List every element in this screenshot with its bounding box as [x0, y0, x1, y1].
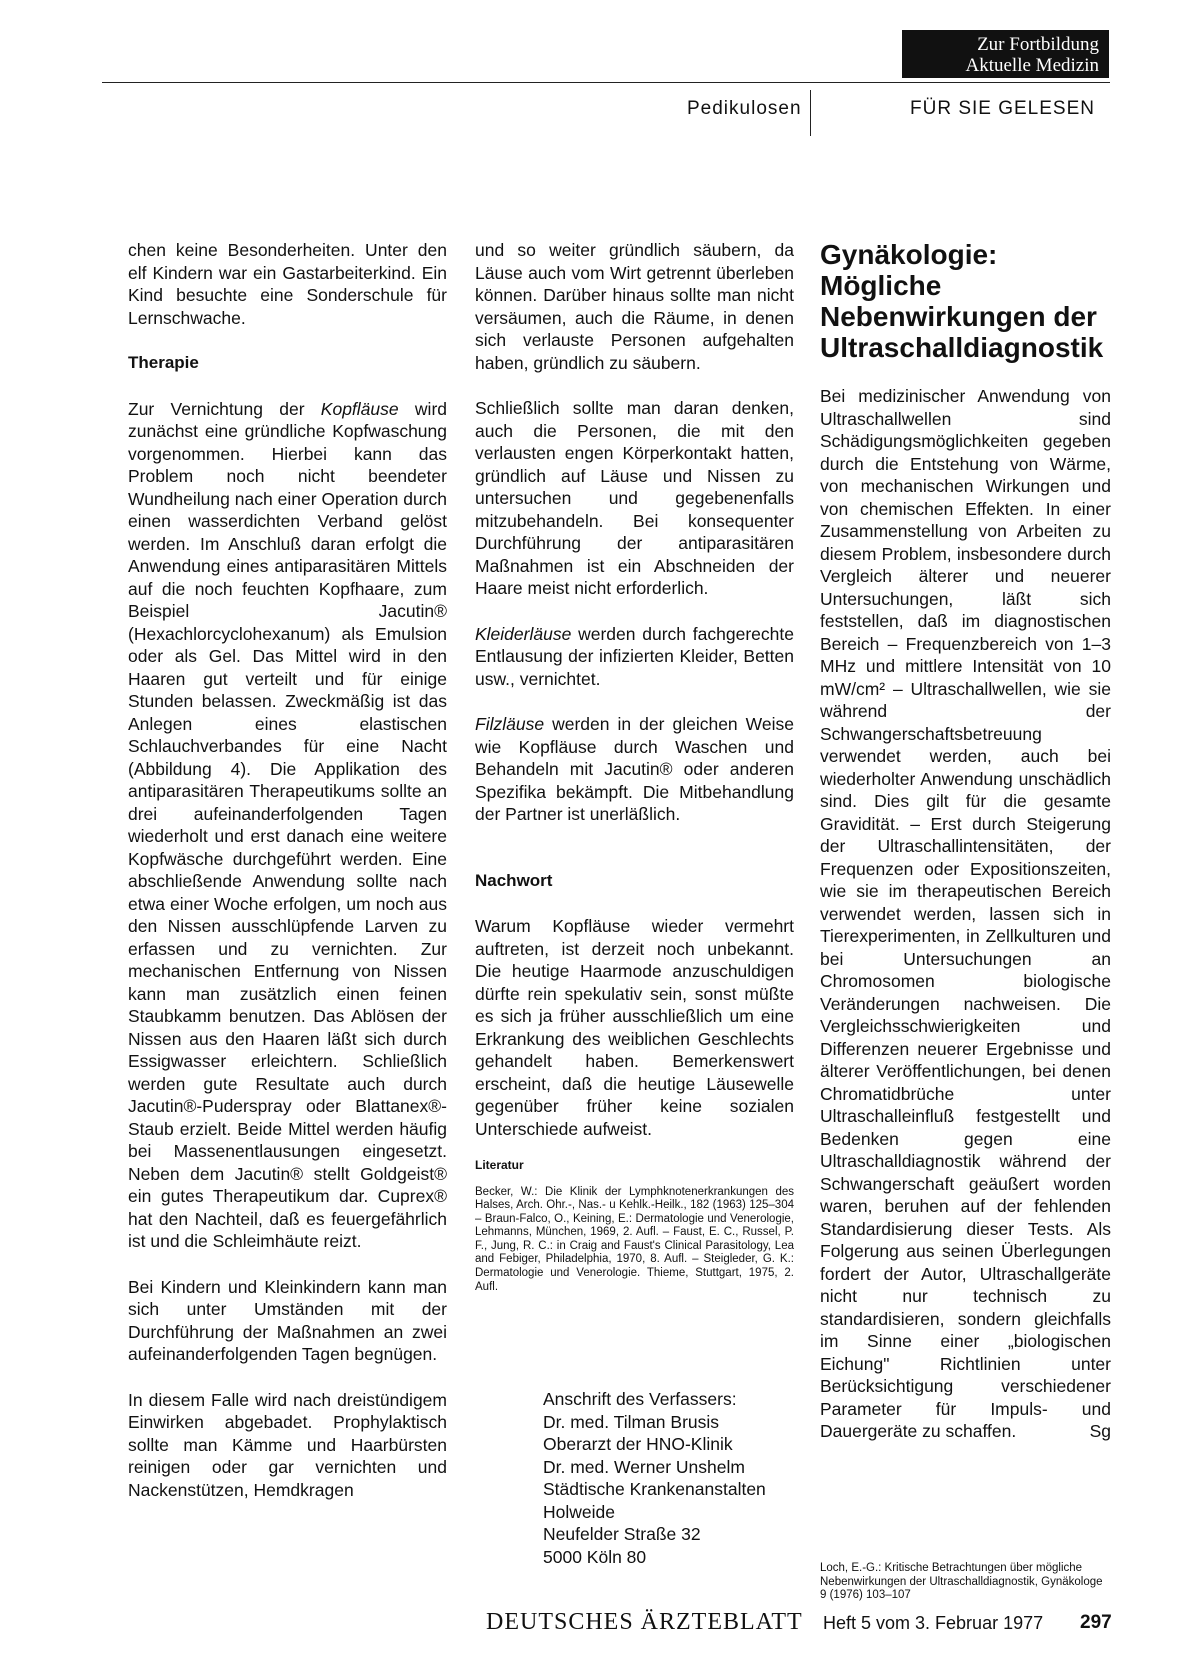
- badge-line-1: Zur Fortbildung: [977, 34, 1099, 55]
- title-line: Mögliche: [820, 270, 942, 301]
- header-divider: [810, 90, 811, 136]
- author-signature: Sg: [1089, 1421, 1111, 1441]
- footer-issue: Heft 5 vom 3. Februar 1977: [823, 1613, 1044, 1633]
- page-number: 297: [1080, 1612, 1112, 1633]
- running-head-section: FÜR SIE GELESEN: [910, 98, 1095, 119]
- paragraph: [128, 398, 447, 1253]
- article-title: [820, 239, 1111, 363]
- paragraph: Bei Kindern und Kleinkindern kann man sich unter Umständen mit der Durchführung der Maßnahmen an zwei aufeinanderfolgenden Tagen begnügen.: [128, 1276, 447, 1364]
- text-run: Bei medizinischer Anwendung von Ultraschallwellen sind Schädigungsmöglichkeiten gegeben durch die Entstehung von Wärme, von mechanischen Wirkungen und von chemischen Effekten. In einer Zusammenstellung von Arbeiten zu diesem Problem, insbesondere durch Vergleich älterer und neuerer Untersuchungen, läßt sich feststellen, daß im diagnostischen Bereich – Frequenzbereich von 1–3 MHz und mittlere Intensität von 10 mW/cm² – Ultraschallwellen, wie sie während der Schwangerschaftsbetreuung verwendet werden, auch bei wiederholter Anwendung unschädlich sind. Dies gilt für die gesamte Gravidität. – Erst durch Steigerung der Ultraschallintensitäten, der Frequenzen oder Expositionszeiten, wie sie im therapeutischen Bereich verwendet werden, lassen sich in Tierexperimenten, in Zellkulturen und bei Untersuchungen an Chromosomen biologische Veränderungen nachweisen. Die Vergleichsschwierigkeiten und Differenzen neuerer Ergebnisse und älterer Veröffentlichungen, bei denen Chromatidbrüche unter Ultraschalleinfluß festgestellt und Bedenken gegen eine Ultraschalldiagnostik während der Schwangerschaft geäußert worden waren, beruhen auf der fehlenden Standardisierung dieser Tests. Als Folgerung aus seinen Überlegungen fordert der Autor, Ultraschallgeräte nicht nur technisch zu standardisieren, sondern gleichfalls im Sinne einer „biologischen Eichung" Richtlinien unter Berücksichtigung verschiedener Parameter für Impuls- und Dauergeräte zu schaffen.: [820, 386, 1111, 1441]
- emphasis: Filzläuse: [475, 714, 545, 734]
- running-head-topic: Pedikulosen: [687, 98, 802, 119]
- literature-list: Becker, W.: Die Klinik der Lymphknotenerkrankungen des Halses, Arch. Ohr.-, Nas.- u Kehlk.-Heilk., 182 (1963) 125–304 – Braun-Falco, O., Keining, E.: Dermatologie und Venerologie, Lehmanns, München, 1969, 2. Aufl. – Faust, E. C., Russel, P. F., Jung, R. C.: in Craig and Faust's Clinical Parasitology, Lea and Febiger, Philadelphia, 1970, 8. Aufl. – Steigleder, G. K.: Dermatologie und Venerologie. Thieme, Stuttgart, 1975, 2. Aufl.: [475, 1185, 794, 1293]
- address-line: 5000 Köln 80: [543, 1546, 647, 1567]
- text-run: Zur Vernichtung der: [128, 398, 321, 419]
- column-3: [820, 239, 1111, 1466]
- paragraph: Warum Kopfläuse wieder vermehrt auftreten, ist derzeit noch unbekannt. Die heutige Haarmode anzuschuldigen dürfte rein spekulativ sein, sonst müßte es sich ja früher ausschließlich um eine Erkrankung des weiblichen Geschlechts gehandelt haben. Bemerkenswert erscheint, daß die heutige Läusewelle gegenüber früher keine sozialen Unterschiede aufweist.: [475, 916, 794, 1139]
- paragraph: und so weiter gründlich säubern, da Läuse auch vom Wirt getrennt überleben können. Darüber hinaus sollte man nicht versäumen, auch die Räume, in denen sich verlauste Personen aufgehalten haben, gründlich zu säubern.: [475, 240, 794, 373]
- address-line: Holweide: [543, 1501, 615, 1522]
- title-line: Ultraschalldiagnostik: [820, 332, 1104, 363]
- column-1: [128, 239, 447, 1524]
- text-run: wird zunächst eine gründliche Kopfwaschung vorgenommen. Hierbei kann das Problem noch nicht beendeter Wundheilung nach einer Operation durch einen wasserdichten Verband gelöst werden. Im Anschluß daran erfolgt die Anwendung eines antiparasitären Mittels auf die noch feuchten Kopfhaare, zum Beispiel Jacutin® (Hexachlorcyclohexanum) als Emulsion oder als Gel. Das Mittel wird in den Haaren gut verteilt und für einige Stunden belassen. Zweckmäßig ist das Anlegen eines elastischen Schlauchverbandes für eine Nacht (Abbildung 4). Die Applikation des antiparasitären Therapeutikums sollte an drei aufeinanderfolgenden Tagen wiederholt und erst danach eine weitere Kopfwäsche durchgeführt werden. Eine abschließende Anwendung sollte nach etwa einer Woche erfolgen, um noch aus den Nissen ausschlüpfende Larven zu erfassen und zu vernichten. Zur mechanischen Entfernung von Nissen kann man zusätzlich einen feinen Staubkamm benutzen. Das Ablösen der Nissen aus den Haaren läßt sich durch Essigwasser erleichtern. Schließlich werden gute Resultate auch durch Jacutin®-Puderspray oder Blattanex®-Staub erzielt. Beide Mittel werden häufig bei Massenentlausungen eingesetzt. Neben dem Jacutin® stellt Goldgeist® ein gutes Therapeutikum dar. Cuprex® hat den Nachteil, daß es feuergefährlich ist und die Schleimhäute reizt.: [128, 398, 447, 1251]
- address-line: Oberarzt der HNO-Klinik: [543, 1434, 733, 1454]
- address-line: Neufelder Straße 32: [543, 1524, 701, 1544]
- article-reference: Loch, E.-G.: Kritische Betrachtungen über mögliche Nebenwirkungen der Ultraschalldiagnostik, Gynäkologe 9 (1976) 103–107: [820, 1562, 1103, 1602]
- paragraph: Schließlich sollte man daran denken, auch die Personen, die mit den verlausten engen Körperkontakt hatten, gründlich auf Läuse und Nissen zu untersuchen und gegebenenfalls mitzubehandeln. Bei konsequenter Durchführung der antiparasitären Maßnahmen ist ein Abschneiden der Haare meist nicht erforderlich.: [475, 398, 794, 598]
- column-2: [475, 239, 794, 1294]
- author-address: [543, 1388, 766, 1568]
- address-line: Anschrift des Verfassers:: [543, 1389, 737, 1409]
- literature-heading: Literatur: [475, 1158, 524, 1172]
- address-line: Dr. med. Tilman Brusis: [543, 1411, 720, 1432]
- header-rule: [102, 82, 1110, 83]
- title-line: Nebenwirkungen der: [820, 301, 1097, 332]
- title-line: Gynäkologie:: [820, 239, 998, 270]
- emphasis: Kopfläuse: [320, 398, 399, 419]
- footer-magazine: DEUTSCHES ÄRZTEBLATT: [486, 1609, 803, 1635]
- heading-nachwort: Nachwort: [475, 870, 553, 890]
- paragraph: [475, 623, 794, 691]
- section-badge: [902, 30, 1109, 78]
- paragraph: chen keine Besonderheiten. Unter den elf Kindern war ein Gastarbeiterkind. Ein Kind besuchte eine Sonderschule für Lernschwache.: [128, 240, 447, 328]
- badge-line-2: Aktuelle Medizin: [965, 55, 1099, 76]
- text-run: werden in der gleichen Weise wie Kopfläuse durch Waschen und Behandeln mit Jacutin® oder anderen Spezifika bekämpft. Die Mitbehandlung der Partner ist unerläßlich.: [475, 714, 794, 824]
- article-body: [820, 385, 1111, 1443]
- address-line: Städtische Krankenanstalten: [543, 1479, 766, 1499]
- text-run: werden durch fachgerechte Entlausung der infizierten Kleider, Betten usw., vernichtet.: [475, 623, 794, 689]
- address-line: Dr. med. Werner Unshelm: [543, 1456, 745, 1477]
- paragraph: In diesem Falle wird nach dreistündigem Einwirken abgebadet. Prophylaktisch sollte man Kämme und Haarbürsten reinigen oder gar vernichten und Nackenstützen, Hemdkragen: [128, 1389, 447, 1500]
- paragraph: [475, 713, 794, 826]
- emphasis: Kleiderläuse: [475, 623, 572, 644]
- heading-therapie: Therapie: [128, 353, 199, 372]
